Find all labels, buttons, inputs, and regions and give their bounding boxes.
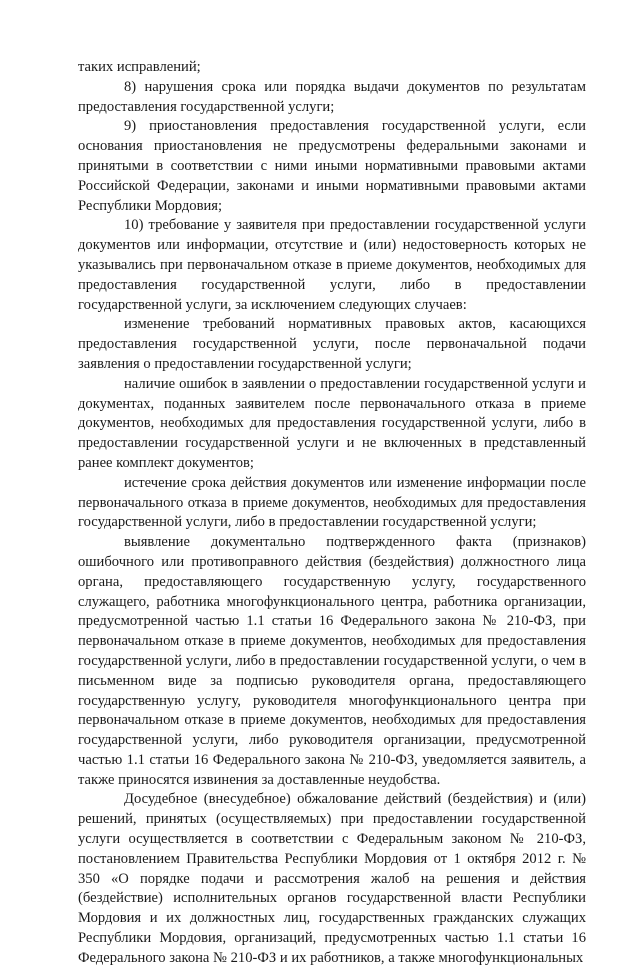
paragraph-case-errors: наличие ошибок в заявлении о предоставлении государственной услуги и документах, поданных заявителем после первоначального отказа в приеме документов, необходимых для предоставления государственной услуги, либо в предоставлении государственной услуги и не включенных в представленный ранее комплект документов; — [78, 375, 586, 471]
document-page — [78, 58, 586, 969]
paragraph-case-violation: выявление документально подтвержденного факта (признаков) ошибочного или противоправного действия (бездействия) должностного лица органа, предоставляющего государственную услугу, государственного служащего, работника многофункционального центра, работника организации, предусмотренной частью 1.1 статьи 16 Федерального закона № 210-ФЗ, при первоначальном отказе в приеме документов, необходимых для предоставления государственной услуги, либо в предоставлении государственной услуги, о чем в письменном виде за подписью руководителя органа, предоставляющего государственную услугу, руководителя многофункционального центра при первоначальном отказе в приеме документов, необходимых для предоставления государственной услуги, либо руководителя организации, предусмотренной частью 1.1 статьи 16 Федерального закона № 210-ФЗ, уведомляется заявитель, а также приносятся извинения за доставленные неудобства. — [78, 534, 586, 788]
paragraph-continuation: таких исправлений; — [78, 59, 201, 75]
paragraph-case-requirements-change: изменение требований нормативных правовых актов, касающихся предоставления государственной услуги, после первоначальной подачи заявления о предоставлении государственной услуги; — [78, 316, 586, 372]
paragraph-item-10: 10) требование у заявителя при предоставлении государственной услуги документов или информации, отсутствие и (или) недостоверность которых не указывались при первоначальном отказе в приеме документов, необходимых для предоставления государственной услуги, либо в предоставлении государственной услуги, за исключением следующих случаев: — [78, 217, 586, 313]
paragraph-case-expiration: истечение срока действия документов или изменение информации после первоначального отказа в приеме документов, необходимых для предоставления государственной услуги, либо в предоставлении государственной услуги; — [78, 474, 586, 531]
paragraph-item-9: 9) приостановления предоставления государственной услуги, если основания приостановления не предусмотрены федеральными законами и принятыми в соответствии с ними иными нормативными правовыми актами Российской Федерации, законами и иными нормативными правовыми актами Республики Мордовия; — [78, 118, 586, 214]
paragraph-item-8: 8) нарушения срока или порядка выдачи документов по результатам предоставления государственной услуги; — [78, 78, 586, 115]
paragraph-pretrial-appeal: Досудебное (внесудебное) обжалование действий (бездействия) и (или) решений, принятых (осуществляемых) при предоставлении государственной услуги осуществляется в соответствии с Федеральным законом № 210-ФЗ, постановлением Правительства Республики Мордовия от 1 октября 2012 г. № 350 «О порядке подачи и рассмотрения жалоб на решения и действия (бездействие) исполнительных органов государственной власти Республики Мордовия и их должностных лиц, государственных гражданских служащих Республики Мордовия, организаций, предусмотренных частью 1.1 статьи 16 Федерального закона № 210-ФЗ и их работников, а также многофункциональных — [78, 791, 586, 966]
